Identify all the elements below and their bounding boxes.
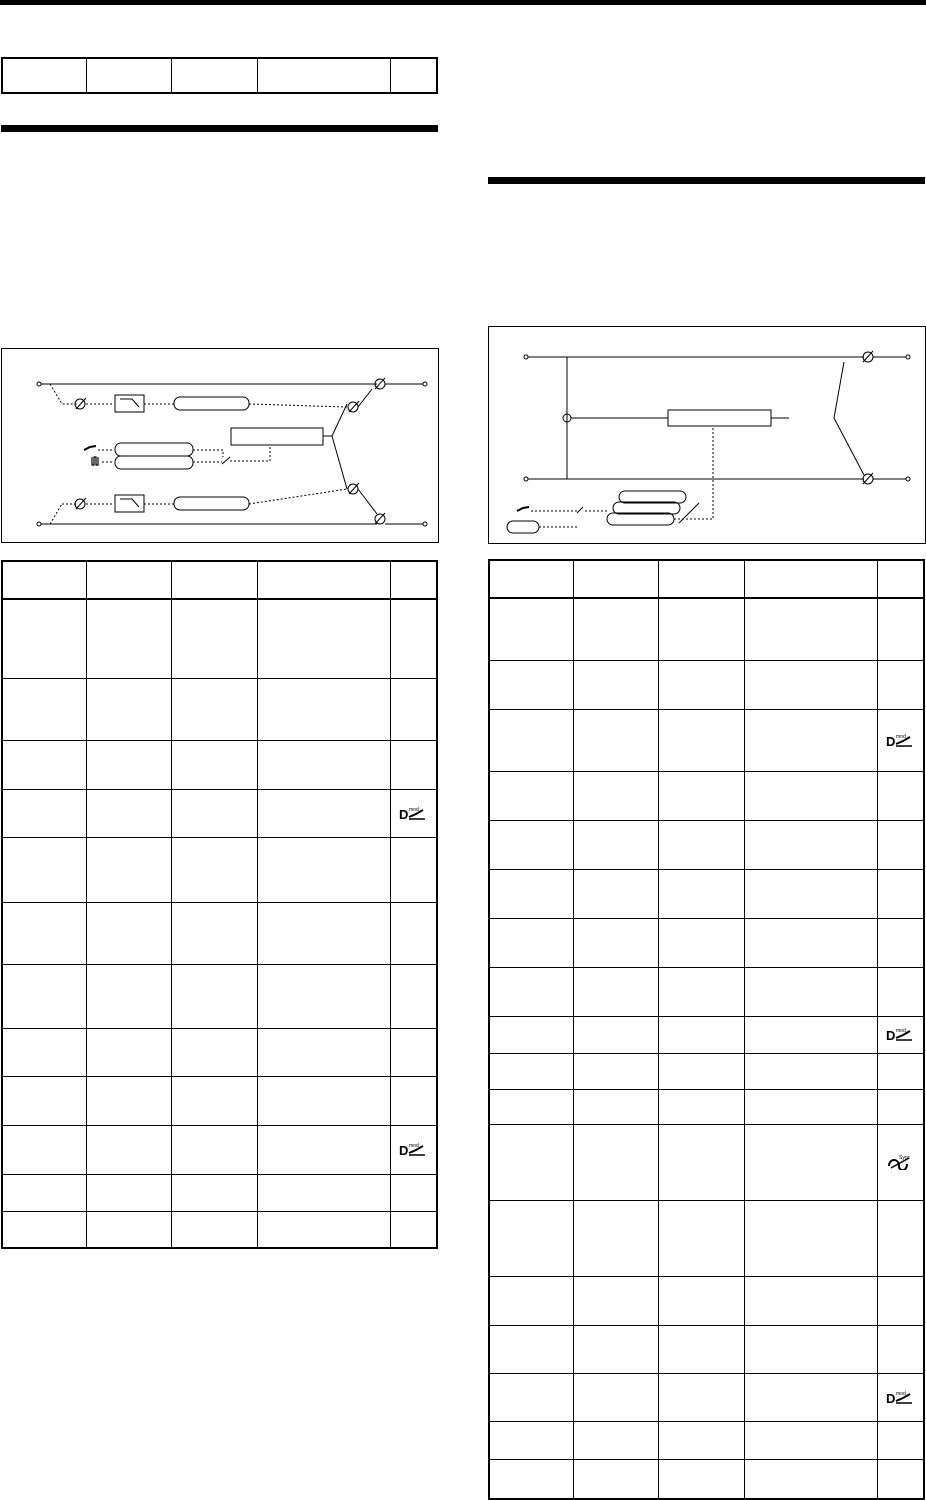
table-cell xyxy=(877,820,924,869)
table-cell xyxy=(877,1016,924,1053)
table-cell xyxy=(2,789,86,837)
svg-text:Sync: Sync xyxy=(899,1154,911,1161)
table-row xyxy=(489,1373,924,1421)
table-cell xyxy=(573,709,658,771)
table-cell xyxy=(573,598,658,660)
table-row xyxy=(2,1076,437,1125)
table-cell xyxy=(877,1421,924,1459)
right-block-diagram xyxy=(488,326,926,544)
table-row xyxy=(2,740,437,789)
table-row xyxy=(2,599,437,678)
d-mod-icon xyxy=(399,1141,427,1158)
table-cell xyxy=(2,58,86,93)
table-cell xyxy=(86,1125,171,1174)
table-row xyxy=(2,1211,437,1248)
table-cell xyxy=(658,1089,744,1124)
table-cell xyxy=(86,1028,171,1076)
svg-text:mod: mod xyxy=(409,1143,419,1150)
table-row xyxy=(489,660,924,709)
top-rule xyxy=(0,0,926,5)
table-row xyxy=(2,789,437,837)
table-cell xyxy=(2,599,86,678)
table-cell xyxy=(658,1016,744,1053)
table-cell xyxy=(489,869,573,918)
table-cell xyxy=(877,1459,924,1499)
table-cell xyxy=(86,1211,171,1248)
d-mod-icon xyxy=(399,804,427,821)
svg-text:D: D xyxy=(399,1143,409,1158)
table-cell xyxy=(86,678,171,740)
table-cell xyxy=(744,1373,877,1421)
table-row xyxy=(2,1028,437,1076)
table-row xyxy=(2,678,437,740)
table-row xyxy=(489,598,924,660)
table-cell xyxy=(744,918,877,967)
table-cell xyxy=(744,869,877,918)
table-cell xyxy=(744,1053,877,1089)
table-cell xyxy=(2,1076,86,1125)
svg-text:D: D xyxy=(886,733,896,748)
table-cell xyxy=(390,678,437,740)
table-cell xyxy=(86,1174,171,1211)
svg-text:mod: mod xyxy=(896,1028,906,1035)
table-row xyxy=(489,1053,924,1089)
table-cell xyxy=(2,1211,86,1248)
table-cell xyxy=(257,789,390,837)
table-cell xyxy=(489,1421,573,1459)
svg-text:D: D xyxy=(399,806,409,821)
table-cell xyxy=(658,1421,744,1459)
table-cell xyxy=(489,967,573,1016)
table-cell xyxy=(489,1373,573,1421)
table-cell xyxy=(744,771,877,820)
table-cell xyxy=(489,598,573,660)
table-cell xyxy=(257,902,390,964)
table-cell xyxy=(573,918,658,967)
table-cell xyxy=(573,820,658,869)
table-row xyxy=(489,771,924,820)
table-cell xyxy=(171,902,257,964)
table-cell xyxy=(390,58,437,93)
right-parameter-table xyxy=(488,559,925,1500)
svg-text:mod: mod xyxy=(409,806,419,813)
table-cell xyxy=(257,1028,390,1076)
table-cell xyxy=(390,964,437,1028)
table-cell xyxy=(877,709,924,771)
table-cell xyxy=(171,678,257,740)
table-cell xyxy=(877,771,924,820)
table-cell xyxy=(573,1421,658,1459)
table-cell xyxy=(171,599,257,678)
diagram-graphic xyxy=(2,349,438,542)
table-cell xyxy=(744,967,877,1016)
table-cell xyxy=(877,1325,924,1373)
table-cell xyxy=(744,1459,877,1499)
table-cell xyxy=(390,1076,437,1125)
table-cell xyxy=(390,902,437,964)
table-cell xyxy=(658,1053,744,1089)
table-cell xyxy=(877,660,924,709)
table-row xyxy=(2,902,437,964)
table-cell xyxy=(489,1200,573,1276)
left-section-divider xyxy=(1,125,438,132)
table-header-row xyxy=(2,561,437,599)
left-parameter-table xyxy=(1,560,438,1249)
table-cell xyxy=(171,837,257,902)
table-cell xyxy=(489,660,573,709)
table-cell xyxy=(573,1325,658,1373)
table-cell xyxy=(658,967,744,1016)
table-cell xyxy=(573,1200,658,1276)
table-cell xyxy=(658,1459,744,1499)
left-block-diagram xyxy=(1,348,439,543)
table-row xyxy=(2,1125,437,1174)
table-cell xyxy=(2,1174,86,1211)
table-row xyxy=(489,1016,924,1053)
table-cell xyxy=(390,1028,437,1076)
table-cell xyxy=(257,740,390,789)
table-cell xyxy=(489,709,573,771)
table-cell xyxy=(390,740,437,789)
table-cell xyxy=(86,740,171,789)
table-cell xyxy=(2,964,86,1028)
table-cell xyxy=(86,789,171,837)
table-cell xyxy=(86,902,171,964)
table-cell xyxy=(744,1325,877,1373)
table-cell xyxy=(257,58,390,93)
table-cell xyxy=(658,1124,744,1200)
table-cell xyxy=(489,820,573,869)
table-row xyxy=(2,1174,437,1211)
table-cell xyxy=(86,837,171,902)
right-section-divider xyxy=(488,177,925,184)
table-cell xyxy=(877,918,924,967)
table-cell xyxy=(877,1276,924,1325)
table-cell xyxy=(658,869,744,918)
svg-text:D: D xyxy=(886,1028,896,1043)
table-cell xyxy=(171,58,257,93)
table-cell xyxy=(257,678,390,740)
table-cell xyxy=(489,1325,573,1373)
table-cell xyxy=(489,918,573,967)
table-cell xyxy=(877,1124,924,1200)
table-cell xyxy=(2,1125,86,1174)
table-cell xyxy=(658,820,744,869)
table-row xyxy=(489,1124,924,1200)
table-cell xyxy=(489,1053,573,1089)
table-cell xyxy=(573,1276,658,1325)
table-row xyxy=(489,1276,924,1325)
table-cell xyxy=(257,837,390,902)
svg-text:mod: mod xyxy=(896,1390,906,1397)
table-row xyxy=(2,837,437,902)
table-cell xyxy=(86,964,171,1028)
table-cell xyxy=(573,967,658,1016)
table-cell xyxy=(744,1276,877,1325)
table-cell xyxy=(877,1053,924,1089)
table-cell xyxy=(877,598,924,660)
table-cell xyxy=(390,1211,437,1248)
table-cell xyxy=(744,1421,877,1459)
table-cell xyxy=(658,771,744,820)
table-cell xyxy=(489,1124,573,1200)
table-cell xyxy=(658,709,744,771)
table-cell xyxy=(2,902,86,964)
table-row xyxy=(2,964,437,1028)
diagram-graphic xyxy=(489,327,925,543)
table-cell xyxy=(171,1125,257,1174)
svg-text:mod: mod xyxy=(896,733,906,740)
table-cell xyxy=(171,1211,257,1248)
table-cell xyxy=(2,678,86,740)
table-cell xyxy=(257,599,390,678)
table-cell xyxy=(658,1373,744,1421)
table-cell xyxy=(573,1016,658,1053)
table-cell xyxy=(257,1125,390,1174)
table-cell xyxy=(390,837,437,902)
table-cell xyxy=(573,660,658,709)
tempo-sync-icon xyxy=(885,1153,915,1170)
table-cell xyxy=(489,1276,573,1325)
table-row xyxy=(489,1421,924,1459)
table-cell xyxy=(744,1016,877,1053)
table-cell xyxy=(171,740,257,789)
table-cell xyxy=(2,1028,86,1076)
table-cell xyxy=(573,1373,658,1421)
table-cell xyxy=(744,820,877,869)
table-cell xyxy=(877,1200,924,1276)
table-cell xyxy=(573,1124,658,1200)
table-cell xyxy=(877,967,924,1016)
table-cell xyxy=(744,1200,877,1276)
table-row xyxy=(489,1200,924,1276)
table-cell xyxy=(171,1028,257,1076)
table-cell xyxy=(489,1459,573,1499)
table-cell xyxy=(171,1174,257,1211)
table-cell xyxy=(744,1089,877,1124)
table-cell xyxy=(658,660,744,709)
table-cell xyxy=(2,837,86,902)
table-cell xyxy=(877,1089,924,1124)
table-row xyxy=(489,1325,924,1373)
table-cell xyxy=(658,1200,744,1276)
table-cell xyxy=(86,599,171,678)
table-cell xyxy=(171,964,257,1028)
table-cell xyxy=(658,1325,744,1373)
table-cell xyxy=(573,771,658,820)
table-cell xyxy=(257,1076,390,1125)
svg-text:D: D xyxy=(886,1390,896,1405)
table-cell xyxy=(86,1076,171,1125)
table-row xyxy=(489,918,924,967)
table-cell xyxy=(877,1373,924,1421)
left-top-table xyxy=(1,57,438,94)
table-cell xyxy=(257,964,390,1028)
table-cell xyxy=(658,918,744,967)
table-cell xyxy=(877,869,924,918)
table-row xyxy=(489,1089,924,1124)
table-row xyxy=(2,58,437,93)
table-cell xyxy=(573,1089,658,1124)
table-cell xyxy=(171,789,257,837)
table-cell xyxy=(489,1089,573,1124)
table-cell xyxy=(390,599,437,678)
table-cell xyxy=(390,1125,437,1174)
table-row xyxy=(489,967,924,1016)
table-row xyxy=(489,709,924,771)
table-cell xyxy=(257,1211,390,1248)
d-mod-icon xyxy=(886,1388,914,1405)
table-header-row xyxy=(489,560,924,598)
table-cell xyxy=(744,660,877,709)
table-row xyxy=(489,820,924,869)
table-cell xyxy=(86,58,171,93)
table-cell xyxy=(744,598,877,660)
table-cell xyxy=(573,1459,658,1499)
table-cell xyxy=(573,1053,658,1089)
d-mod-icon xyxy=(886,1026,914,1043)
table-cell xyxy=(171,1076,257,1125)
table-cell xyxy=(2,740,86,789)
table-cell xyxy=(390,1174,437,1211)
table-cell xyxy=(573,869,658,918)
table-cell xyxy=(744,709,877,771)
table-row xyxy=(489,869,924,918)
table-cell xyxy=(489,1016,573,1053)
table-cell xyxy=(658,1276,744,1325)
table-cell xyxy=(390,789,437,837)
table-cell xyxy=(257,1174,390,1211)
table-row xyxy=(489,1459,924,1499)
d-mod-icon xyxy=(886,731,914,748)
table-cell xyxy=(744,1124,877,1200)
table-cell xyxy=(658,598,744,660)
table-cell xyxy=(489,771,573,820)
